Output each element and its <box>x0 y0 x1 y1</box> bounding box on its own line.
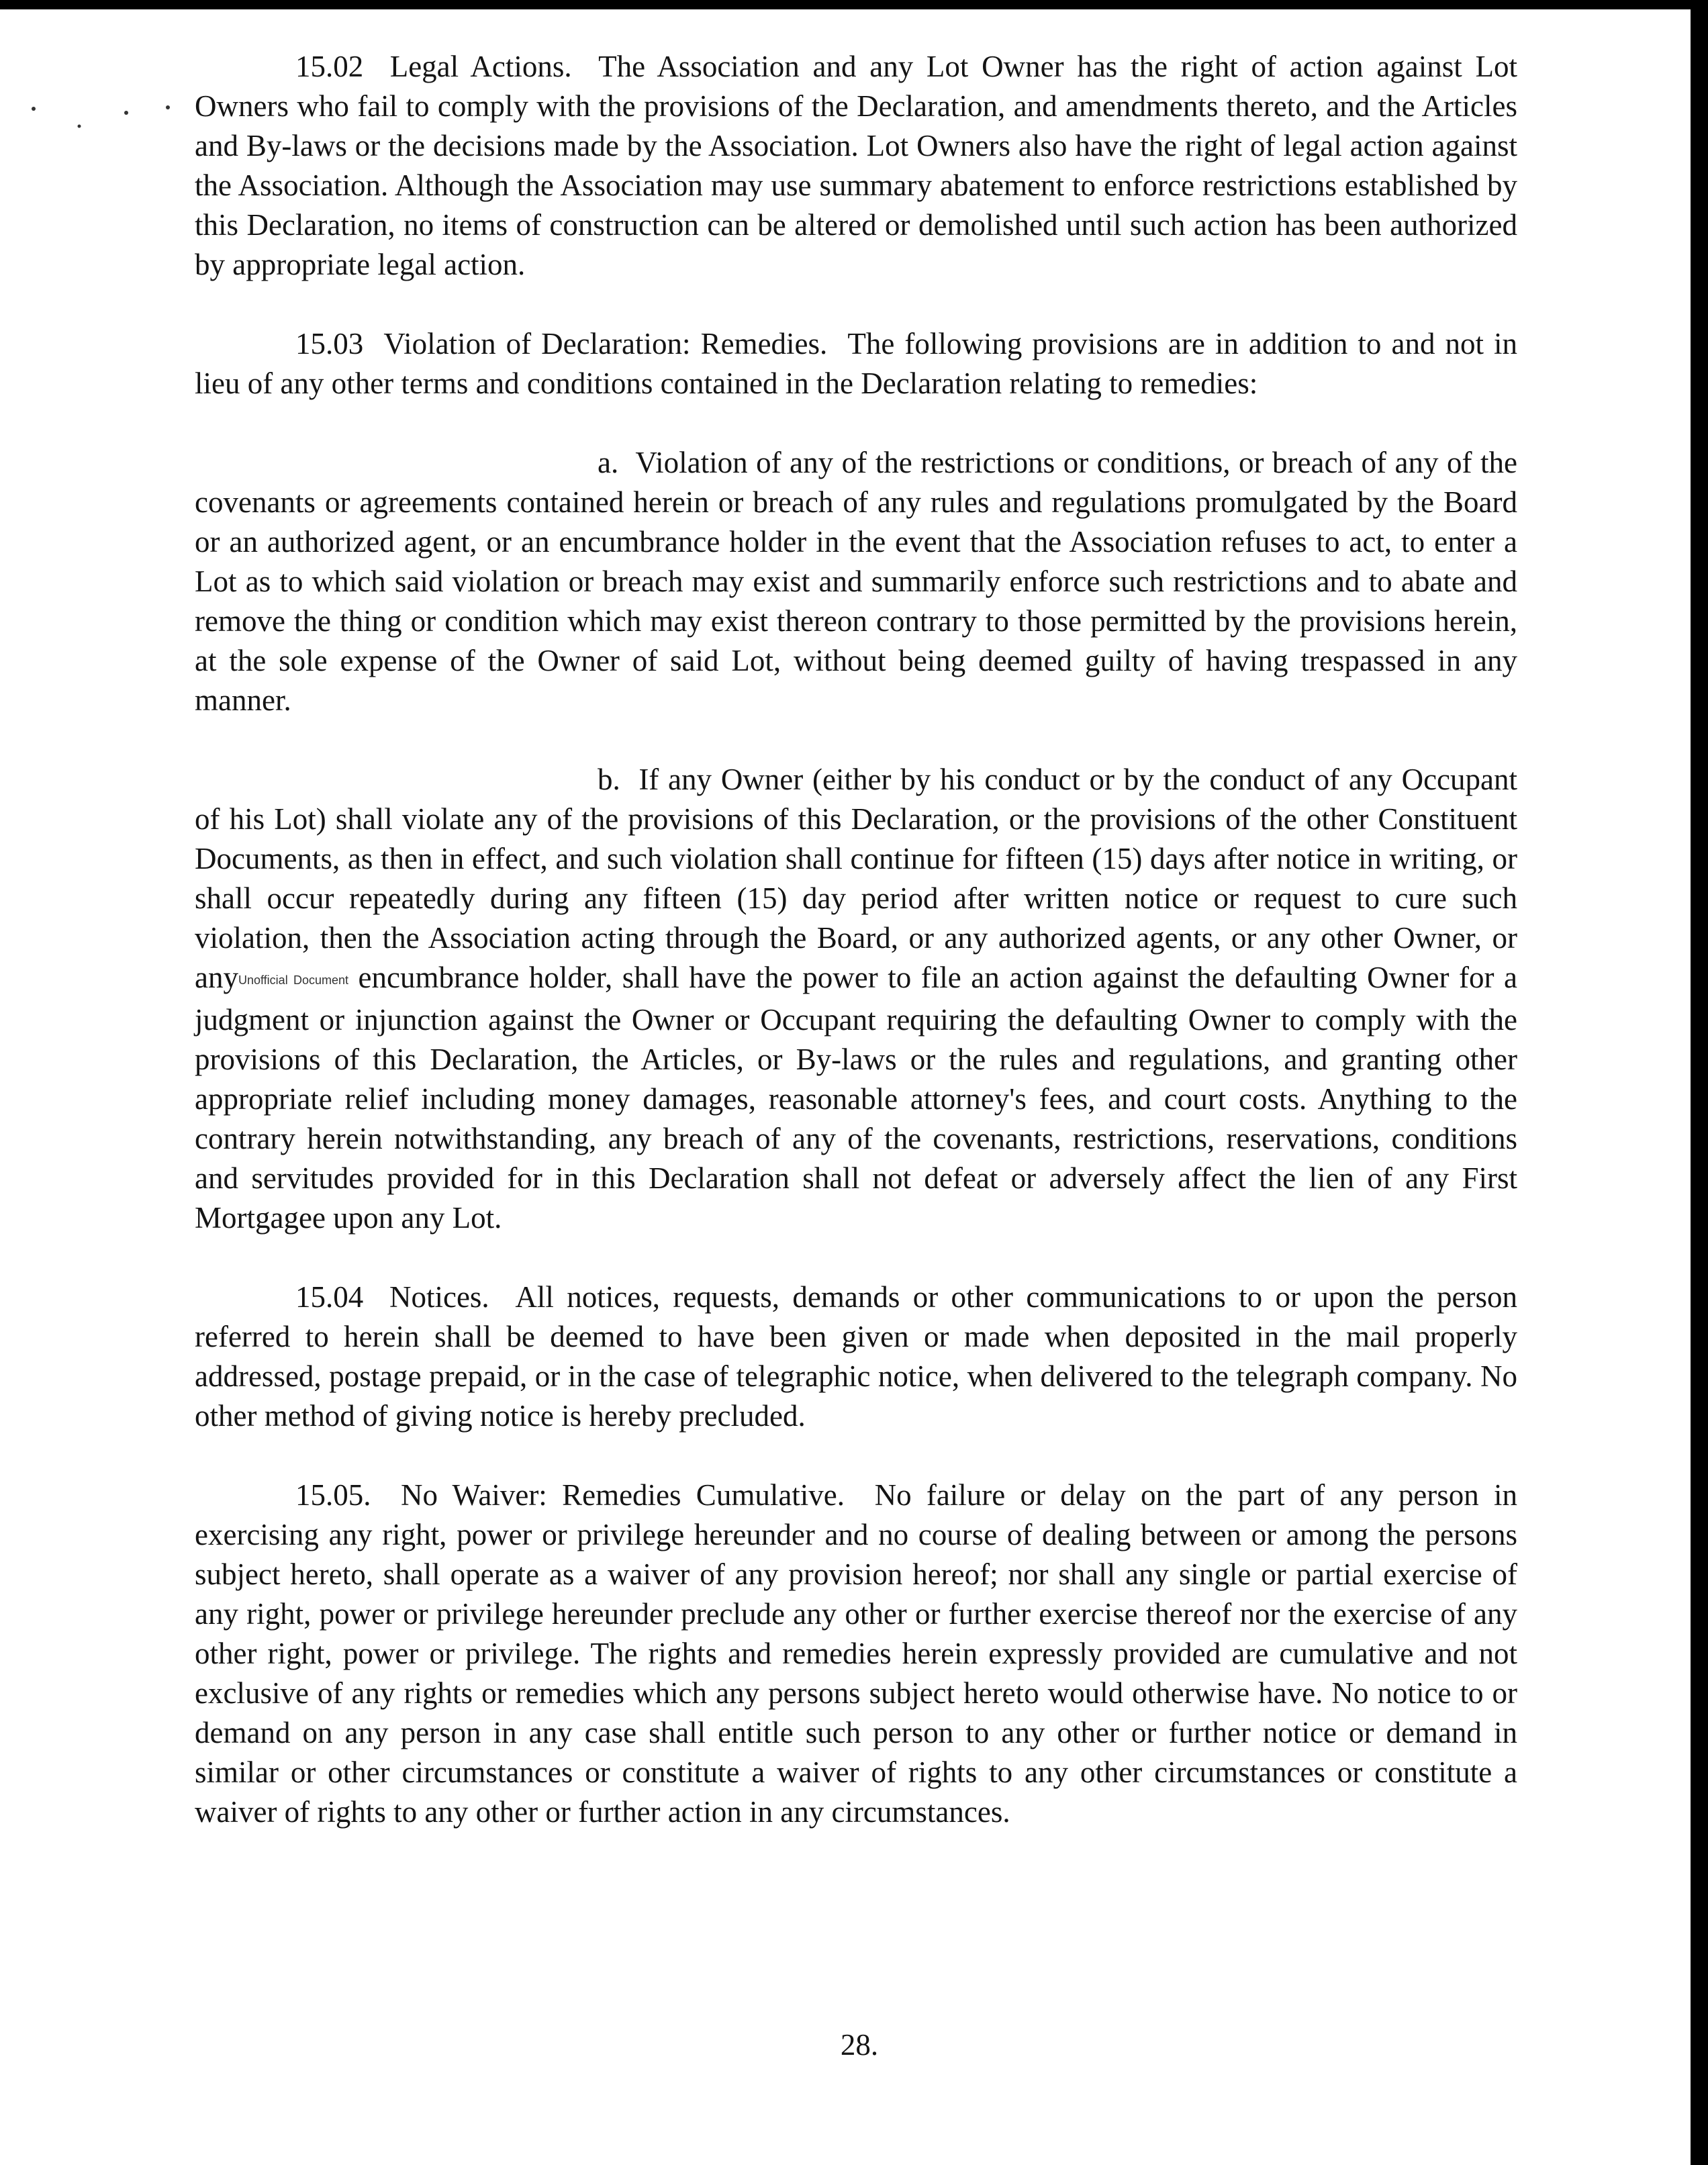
section-15-02 <box>195 47 1517 285</box>
section-number: 15.04 <box>295 1280 364 1314</box>
page-number: 28. <box>840 2028 879 2062</box>
section-number: 15.02 <box>295 50 364 83</box>
section-15-03 <box>195 324 1517 403</box>
paragraph-gap <box>195 1238 1517 1278</box>
paragraph-gap <box>195 720 1517 760</box>
section-heading: Legal Actions. <box>389 50 572 83</box>
subsection-text-continued: encumbrance holder, shall have the power to file an action against the defaulting Owner for a judgment or injunction against the Owner or Occupant requiring the defaulting Owner to comply with the provisions of this Declaration, the Articles, or By-laws or the rules and regulations, and granting other appropriate relief including money damages, reasonable attorney's fees, and court costs. Anything to the contrary herein notwithstanding, any breach of any of the covenants, restrictions, reservations, conditions and servitudes provided for in this Declaration shall not defeat or adversely affect the lien of any First Mortgagee upon any Lot. <box>195 961 1518 1235</box>
scan-top-border <box>0 0 1708 9</box>
section-number: 15.03 <box>295 327 364 360</box>
section-heading: Violation of Declaration: Remedies. <box>383 327 828 360</box>
unofficial-document-watermark: Unofficial Document <box>238 973 348 988</box>
subsection-text: Violation of any of the restrictions or conditions, or breach of any of the covenants or agreements contained herein or breach of any rules and regulations promulgated by the Board or an authorized agent, or an encumbrance holder in the event that the Association refuses to act, to enter a Lot as to which said violation or breach may exist and summarily enforce such restrictions and to abate and remove the thing or condition which may exist thereon contrary to those permitted by the provisions herein, at the sole expense of the Owner of said Lot, without being deemed guilty of having trespassed in any manner. <box>195 446 1517 717</box>
speck-mark <box>124 111 128 115</box>
section-heading: No Waiver: Remedies Cumulative. <box>401 1478 845 1512</box>
subsection-text-under-stamp: or any <box>195 921 1518 994</box>
subsection-a <box>195 443 1517 720</box>
subsection-b <box>195 760 1517 1238</box>
section-text: All notices, requests, demands or other communications to or upon the person referred to herein shall be deemed to have been given or made when deposited in the mail properly addressed, postage prepaid, or in the case of telegraphic notice, when delivered to the telegraph company. No other method of giving notice is hereby precluded. <box>195 1280 1518 1433</box>
subsection-text: If any Owner (either by his conduct or by the conduct of any Occupant of his Lot) shall violate any of the provisions of this Declaration, or the provisions of the other Constituent Documents, as then in effect, and such violation shall continue for fifteen (15) days after notice in writing, or shall occur repeatedly during any fifteen (15) day period after written notice or request to cure such violation, then the Association acting through the Board, or any authorized agents, or any other Owner, <box>195 763 1517 955</box>
paragraph-gap <box>195 403 1517 443</box>
section-15-05 <box>195 1476 1517 1832</box>
section-text: The following provisions are in addition to and not in lieu of any other terms and conditions contained in the Declaration relating to remedies: <box>195 327 1518 400</box>
speck-mark <box>166 105 170 109</box>
section-text: The Association and any Lot Owner has the right of action against Lot Owners who fail to comply with the provisions of the Declaration, and amendments thereto, and the Articles and By-laws or the decisions made by the Association. Lot Owners also have the right of legal action against the Association. Although the Association may use summary abatement to enforce restrictions established by this Declaration, no items of construction can be altered or demolished until such action has been authorized by appropriate legal action. <box>195 50 1518 281</box>
section-15-04 <box>195 1278 1517 1436</box>
section-number: 15.05. <box>295 1478 371 1512</box>
speck-mark <box>78 125 81 128</box>
document-body <box>195 47 1517 1832</box>
scan-specks <box>27 101 188 134</box>
paragraph-gap <box>195 1436 1517 1476</box>
paragraph-gap <box>195 285 1517 324</box>
section-text: No failure or delay on the part of any person in exercising any right, power or privilege hereunder and no course of dealing between or among the persons subject hereto, shall operate as a waiver of any provision hereof; nor shall any single or partial exercise of any right, power or privilege hereunder preclude any other or further exercise thereof nor the exercise of any other right, power or privilege. The rights and remedies herein expressly provided are cumulative and not exclusive of any rights or remedies which any persons subject hereto would otherwise have. No notice to or demand on any person in any case shall entitle such person to any other or further notice or demand in similar or other circumstances or constitute a waiver of rights to any other circumstances or constitute a waiver of rights to any other or further action in any circumstances. <box>195 1478 1518 1829</box>
subsection-label: b. <box>598 763 620 796</box>
subsection-label: a. <box>598 446 619 479</box>
section-heading: Notices. <box>389 1280 489 1314</box>
speck-mark <box>32 107 36 111</box>
scan-right-border <box>1691 0 1708 2165</box>
